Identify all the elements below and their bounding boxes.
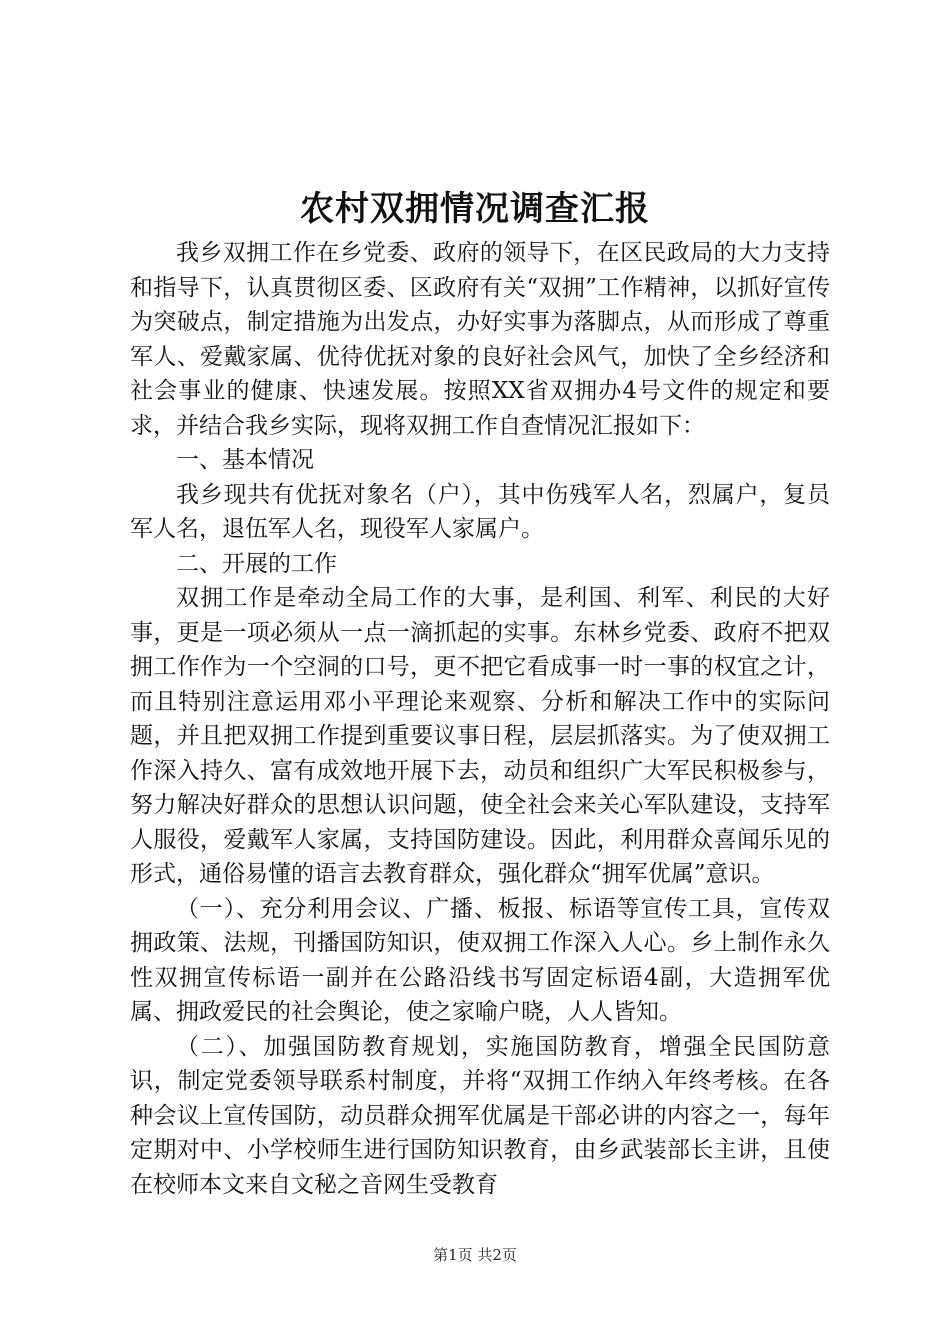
basic-situation-paragraph: 我乡现共有优抚对象名（户），其中伤残军人名，烈属户，复员军人名，退伍军人名，现役军人家属户。 xyxy=(130,481,830,542)
subsection-one-paragraph: （一）、充分利用会议、广播、板报、标语等宣传工具，宣传双拥政策、法规，刊播国防知识，使双拥工作深入人心。乡上制作永久性双拥宣传标语一副并在公路沿线书写固定标语4副，大造拥军优属、拥政爱民的社会舆论，使之家喻户晓，人人皆知。 xyxy=(130,895,830,1025)
page-footer: 第1页 共2页 xyxy=(433,1246,517,1264)
document-body xyxy=(130,236,830,1202)
section-heading-basic: 一、基本情况 xyxy=(176,447,314,473)
document-title: 农村双拥情况调查汇报 xyxy=(300,189,650,229)
subsection-two-paragraph: （二）、加强国防教育规划，实施国防教育，增强全民国防意识，制定党委领导联系村制度，并将“双拥工作纳入年终考核。在各种会议上宣传国防，动员群众拥军优属是干部必讲的内容之一，每年定期对中、小学校师生进行国防知识教育，由乡武装部长主讲，且使在校师本文来自文秘之音网生受教育 xyxy=(130,1033,830,1198)
section-heading-work: 二、开展的工作 xyxy=(176,550,337,577)
work-paragraph: 双拥工作是牵动全局工作的大事，是利国、利军、利民的大好事，更是一项必须从一点一滴抓起的实事。东林乡党委、政府不把双拥工作作为一个空洞的口号，更不把它看成事一时一事的权宜之计，而且特别注意运用邓小平理论来观察、分析和解决工作中的实际问题，并且把双拥工作提到重要议事日程，层层抓落实。为了使双拥工作深入持久、富有成效地开展下去，动员和组织广大军民积极参与，努力解决好群众的思想认识问题，使全社会来关心军队建设，支持军人服役，爱戴军人家属，支持国防建设。因此，利用群众喜闻乐见的形式，通俗易懂的语言去教育群众，强化群众“拥军优属”意识。 xyxy=(130,585,830,887)
intro-paragraph: 我乡双拥工作在乡党委、政府的领导下，在区民政局的大力支持和指导下，认真贯彻区委、区政府有关“双拥”工作精神，以抓好宣传为突破点，制定措施为出发点，办好实事为落脚点，从而形成了尊重军人、爱戴家属、优待优抚对象的良好社会风气，加快了全乡经济和社会事业的健康、快速发展。按照XX省双拥办4号文件的规定和要求，并结合我乡实际，现将双拥工作自查情况汇报如下： xyxy=(130,240,830,439)
